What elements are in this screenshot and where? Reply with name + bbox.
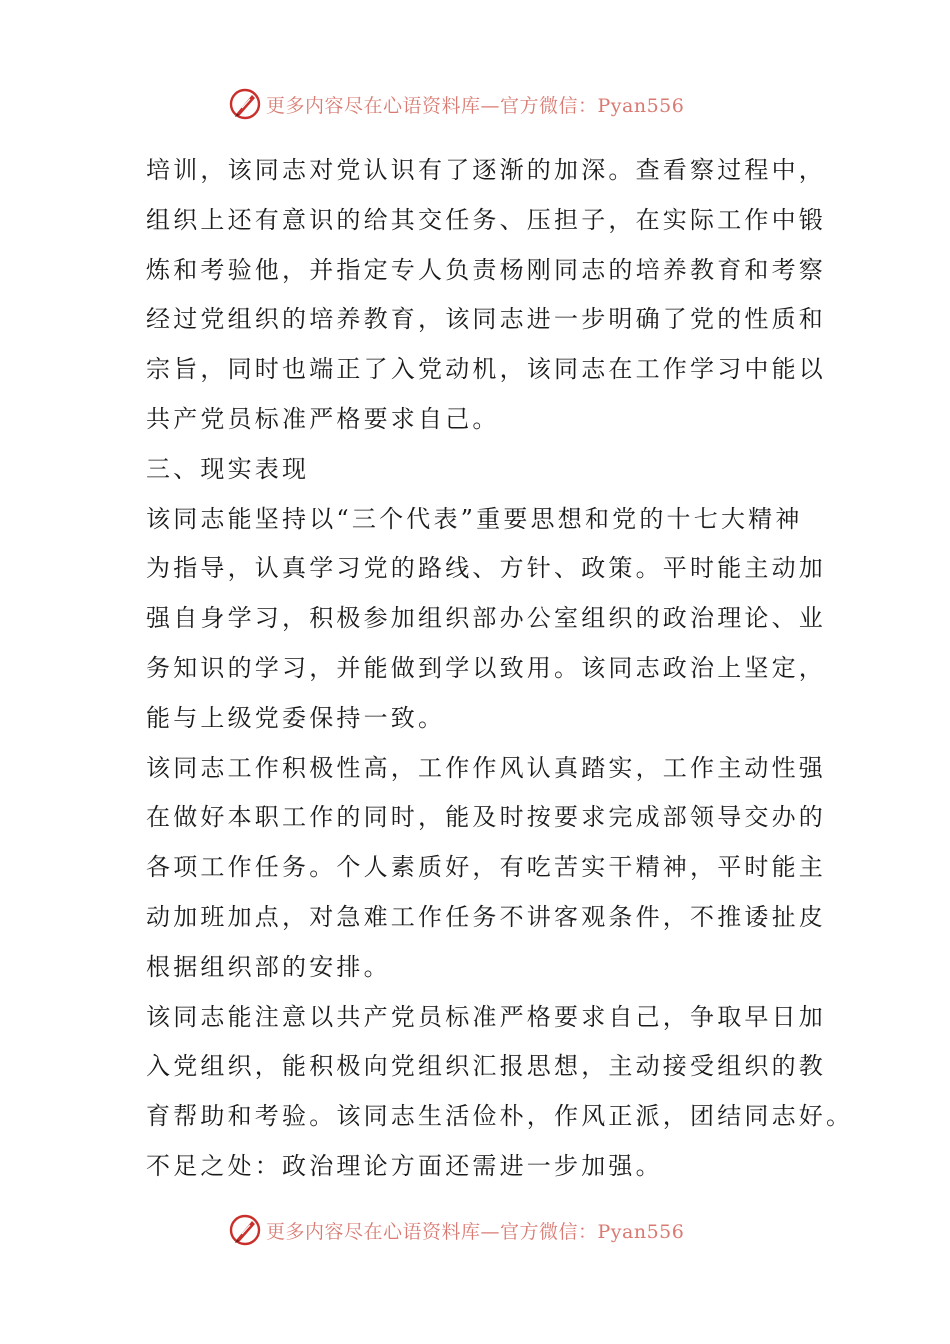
quill-pen-logo-icon: [228, 1213, 262, 1247]
text-line: 育帮助和考验。该同志生活俭朴，作风正派，团结同志好。: [146, 1102, 854, 1131]
text-line: 为指导，认真学习党的路线、方针、政策。平时能主动加: [146, 554, 826, 583]
text-line: 在做好本职工作的同时，能及时按要求完成部领导交办的: [146, 803, 826, 832]
header-watermark: [228, 84, 728, 124]
text-line: 根据组织部的安排。: [146, 952, 391, 981]
watermark-text: 更多内容尽在心语资料库—官方微信：Pyan556: [266, 1220, 685, 1243]
section-heading: 三、现实表现: [146, 454, 310, 483]
watermark-text: 更多内容尽在心语资料库—官方微信：Pyan556: [266, 94, 685, 117]
text-line: 入党组织，能积极向党组织汇报思想，主动接受组织的教: [146, 1052, 826, 1081]
text-line: 务知识的学习，并能做到学以致用。该同志政治上坚定，: [146, 653, 826, 682]
text-line: 该同志能注意以共产党员标准严格要求自己，争取早日加: [146, 1002, 826, 1031]
text-line: 动加班加点，对急难工作任务不讲客观条件，不推诿扯皮: [146, 902, 826, 931]
text-line: 该同志能坚持以“三个代表”重要思想和党的十七大精神: [146, 504, 803, 533]
text-line: 该同志工作积极性高，工作作风认真踏实，工作主动性强: [146, 753, 826, 782]
text-line: 能与上级党委保持一致。: [146, 703, 446, 732]
text-line: 强自身学习，积极参加组织部办公室组织的政治理论、业: [146, 604, 826, 633]
body-text: [146, 146, 854, 1192]
text-line: 经过党组织的培养教育，该同志进一步明确了党的性质和: [146, 305, 826, 334]
quill-pen-logo-icon: [228, 87, 262, 121]
text-line: 共产党员标准严格要求自己。: [146, 404, 500, 433]
text-line: 组织上还有意识的给其交任务、压担子，在实际工作中锻: [146, 205, 826, 234]
footer-watermark: [228, 1210, 728, 1250]
text-line: 培训，该同志对党认识有了逐渐的加深。查看察过程中，: [146, 156, 826, 184]
text-line: 宗旨，同时也端正了入党动机，该同志在工作学习中能以: [146, 355, 826, 384]
text-line: 不足之处：政治理论方面还需进一步加强。: [146, 1151, 663, 1180]
text-line: 炼和考验他，并指定专人负责杨刚同志的培养教育和考察: [146, 255, 826, 284]
text-line: 各项工作任务。个人素质好，有吃苦实干精神，平时能主: [146, 853, 826, 882]
